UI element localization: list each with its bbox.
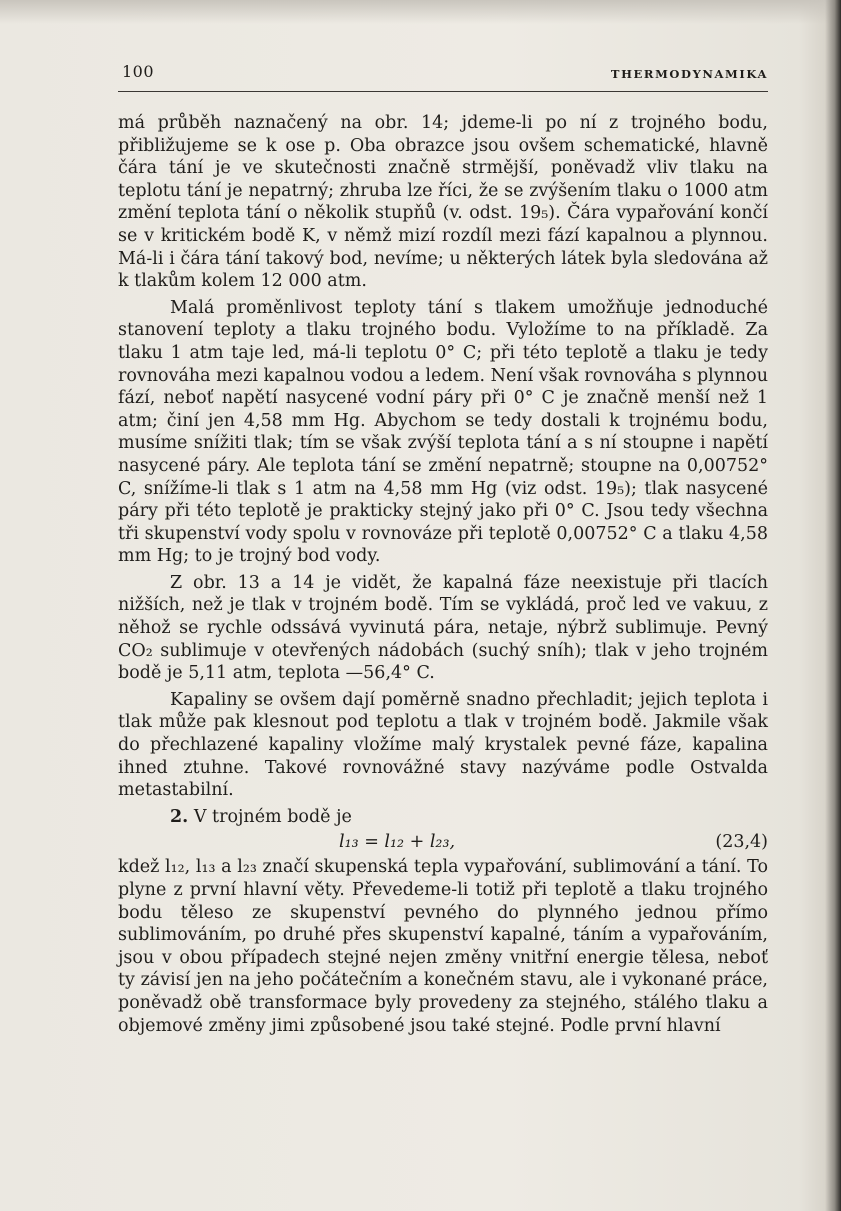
- page-header: [118, 62, 768, 90]
- paragraph-3: Z obr. 13 a 14 je vidět, že kapalná fáze neexistuje při tlacích nižších, než je tlak v trojném bodě. Tím se vykládá, proč led ve vakuu, z něhož se rychle odssává vyvinutá pára, netaje, nýbrž sublimuje. Pevný CO₂ sublimuje v otevřených nádobách (suchý sníh); tlak v jeho trojném bodě je 5,11 atm, teplota —56,4° C.: [118, 572, 768, 684]
- section-2-intro: [118, 806, 768, 829]
- page-edge-shadow: [825, 0, 841, 1211]
- equation: l₁₃ = l₁₂ + l₂₃,: [339, 832, 456, 853]
- section-number: 2.: [170, 806, 189, 827]
- equation-number: (23,4): [715, 832, 768, 853]
- section-intro-text: V trojném bodě je: [193, 806, 352, 827]
- paragraph-2: Malá proměnlivost teploty tání s tlakem umožňuje jednoduché stanovení teploty a tlaku trojného bodu. Vyložíme to na příkladě. Za tlaku 1 atm taje led, má-li teplotu 0° C; při této teplotě a tlaku je tedy rovnováha mezi kapalnou vodou a ledem. Není však rovnováha s plynnou fází, neboť napětí nasycené vodní páry při 0° C je značně menší než 1 atm; činí jen 4,58 mm Hg. Abychom se tedy dostali k trojnému bodu, musíme snížiti tlak; tím se však zvýší teplota tání a s ní stoupne i napětí nasycené páry. Ale teplota tání se změní nepatrně; stoupne na 0,00752° C, snížíme-li tlak s 1 atm na 4,58 mm Hg (viz odst. 19₅); tlak nasycené páry při této teplotě je prakticky stejný jako při 0° C. Jsou tedy všechna tři skupenství vody spolu v rovnováze při teplotě 0,00752° C a tlaku 4,58 mm Hg; to je trojný bod vody.: [118, 297, 768, 567]
- body-text: [118, 112, 768, 1037]
- page-number: 100: [122, 62, 155, 81]
- page-top-shadow: [0, 0, 841, 24]
- paragraph-4: Kapaliny se ovšem dají poměrně snadno přechladit; jejich teplota i tlak může pak klesnout pod teplotu a tlak v trojném bodě. Jakmile však do přechlazené kapaliny vložíme malý krystalek pevné fáze, kapalina ihned ztuhne. Takové rovnovážné stavy nazýváme podle Ostvalda metastabilní.: [118, 689, 768, 801]
- equation-row: [118, 830, 768, 856]
- running-title: THERMODYNAMIKA: [610, 67, 768, 81]
- paragraph-1: má průběh naznačený na obr. 14; jdeme-li po ní z trojného bodu, přibližujeme se k ose p. Oba obrazce jsou ovšem schematické, hlavně čára tání je ve skutečnosti značně strmější, poněvadž vliv tlaku na teplotu tání je nepatrný; zhruba lze říci, že se zvýšením tlaku o 1000 atm změní teplota tání o několik stupňů (v. odst. 19₅). Čára vypařování končí se v kritickém bodě K, v němž mizí rozdíl mezi fází kapalnou a plynnou. Má-li i čára tání takový bod, nevíme; u některých látek byla sledována až k tlakům kolem 12 000 atm.: [118, 113, 768, 292]
- header-rule: [118, 91, 768, 92]
- paragraph-6: kdež l₁₂, l₁₃ a l₂₃ značí skupenská tepla vypařování, sublimování a tání. To plyne z první hlavní věty. Převedeme-li totiž při teplotě a tlaku trojného bodu těleso ze skupenství pevného do plynného jednou přímo sublimováním, po druhé přes skupenství kapalné, táním a vypařováním, jsou v obou případech stejné nejen změny vnitřní energie tělesa, neboť ty závisí jen na jeho počátečním a konečném stavu, ale i vykonané práce, poněvadž obě transformace byly provedeny za stejného, stálého tlaku a objemové změny jimi způsobené jsou také stejné. Podle první hlavní: [118, 857, 768, 1036]
